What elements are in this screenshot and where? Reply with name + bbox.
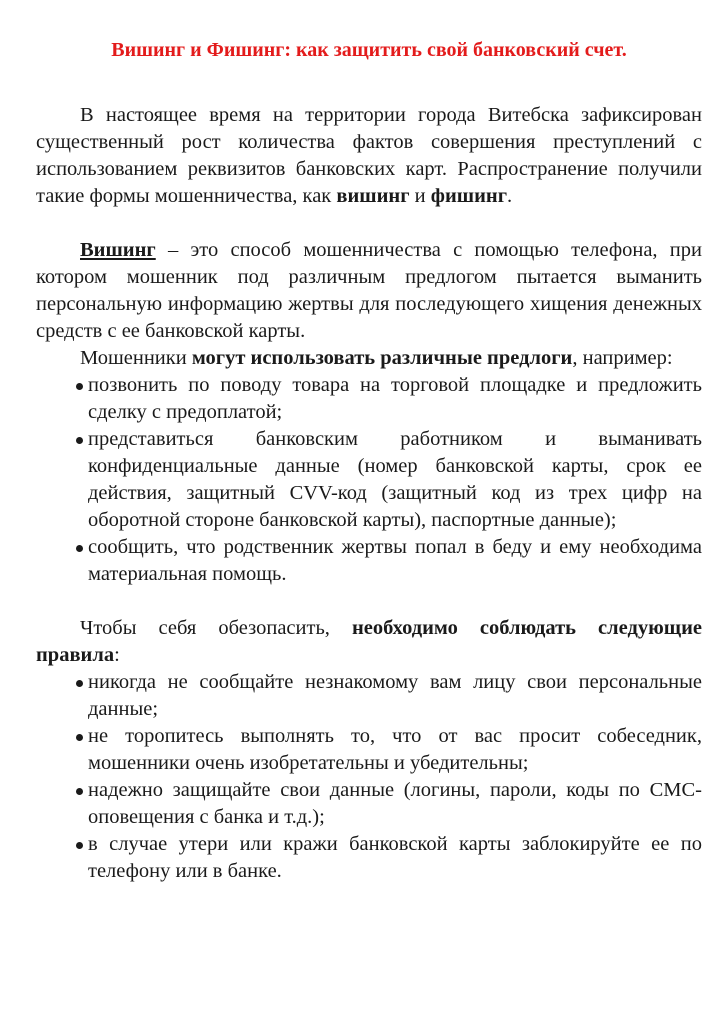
bullet-icon (76, 437, 83, 444)
list-item: сообщить, что родственник жертвы попал в беду и ему необходима материальная помощь. (78, 534, 702, 588)
document-title: Вишинг и Фишинг: как защитить свой банковский счет. (111, 39, 627, 61)
bullet-icon (76, 680, 83, 687)
list-item: представиться банковским работником и выманивать конфиденциальные данные (номер банковской карты, срок ее действия, защитный CVV-код (защитный код из трех цифр на оборотной стороне банковской карты), паспортные данные); (78, 426, 702, 534)
bullet-icon (76, 842, 83, 849)
bullet-icon (76, 545, 83, 552)
bullet-icon (76, 788, 83, 795)
list-item: никогда не сообщайте незнакомому вам лицу свои персональные данные; (78, 669, 702, 723)
term-vishing: вишинг (336, 185, 410, 207)
bullet-icon (76, 383, 83, 390)
vishing-definition (36, 237, 702, 345)
pretexts-lead: Мошенники (80, 347, 192, 369)
intro-and: и (409, 185, 431, 207)
term-phishing: фишинг (430, 185, 507, 207)
pretexts-bold: могут использовать различные предлоги (191, 347, 573, 369)
rules-tail: : (114, 644, 120, 666)
list-item: не торопитесь выполнять то, что от вас просит собеседник, мошенники очень изобретательны и убедительны; (78, 723, 702, 777)
list-item: надежно защищайте свои данные (логины, пароли, коды по СМС-оповещения с банка и т.д.); (78, 777, 702, 831)
pretexts-paragraph (36, 345, 702, 372)
pretexts-list (36, 372, 702, 588)
pretexts-tail: , например: (572, 347, 673, 369)
bullet-icon (76, 734, 83, 741)
list-item: в случае утери или кражи банковской карты заблокируйте ее по телефону или в банке. (78, 831, 702, 885)
intro-text: В настоящее время на территории города Витебска зафиксирован существенный рост количества фактов совершения преступлений с использованием реквизитов банковских карт. Распространение получили такие формы мошенничества, как (36, 104, 702, 207)
document-page (36, 38, 702, 885)
rules-lead: Чтобы себя обезопасить, (80, 617, 352, 639)
intro-end: . (507, 185, 513, 207)
intro-paragraph (36, 102, 702, 210)
vishing-definition-text: – это способ мошенничества с помощью телефона, при котором мошенник под различным предлогом пытается выманить персональную информацию жертвы для последующего хищения денежных средств с ее банковской карты. (36, 239, 702, 342)
rules-list (36, 669, 702, 885)
rules-intro (36, 615, 702, 669)
list-item: позвонить по поводу товара на торговой площадке и предложить сделку с предоплатой; (78, 372, 702, 426)
vishing-term: Вишинг (80, 239, 156, 261)
rules-bold: необходимо соблюдать следующие правила (36, 617, 702, 666)
